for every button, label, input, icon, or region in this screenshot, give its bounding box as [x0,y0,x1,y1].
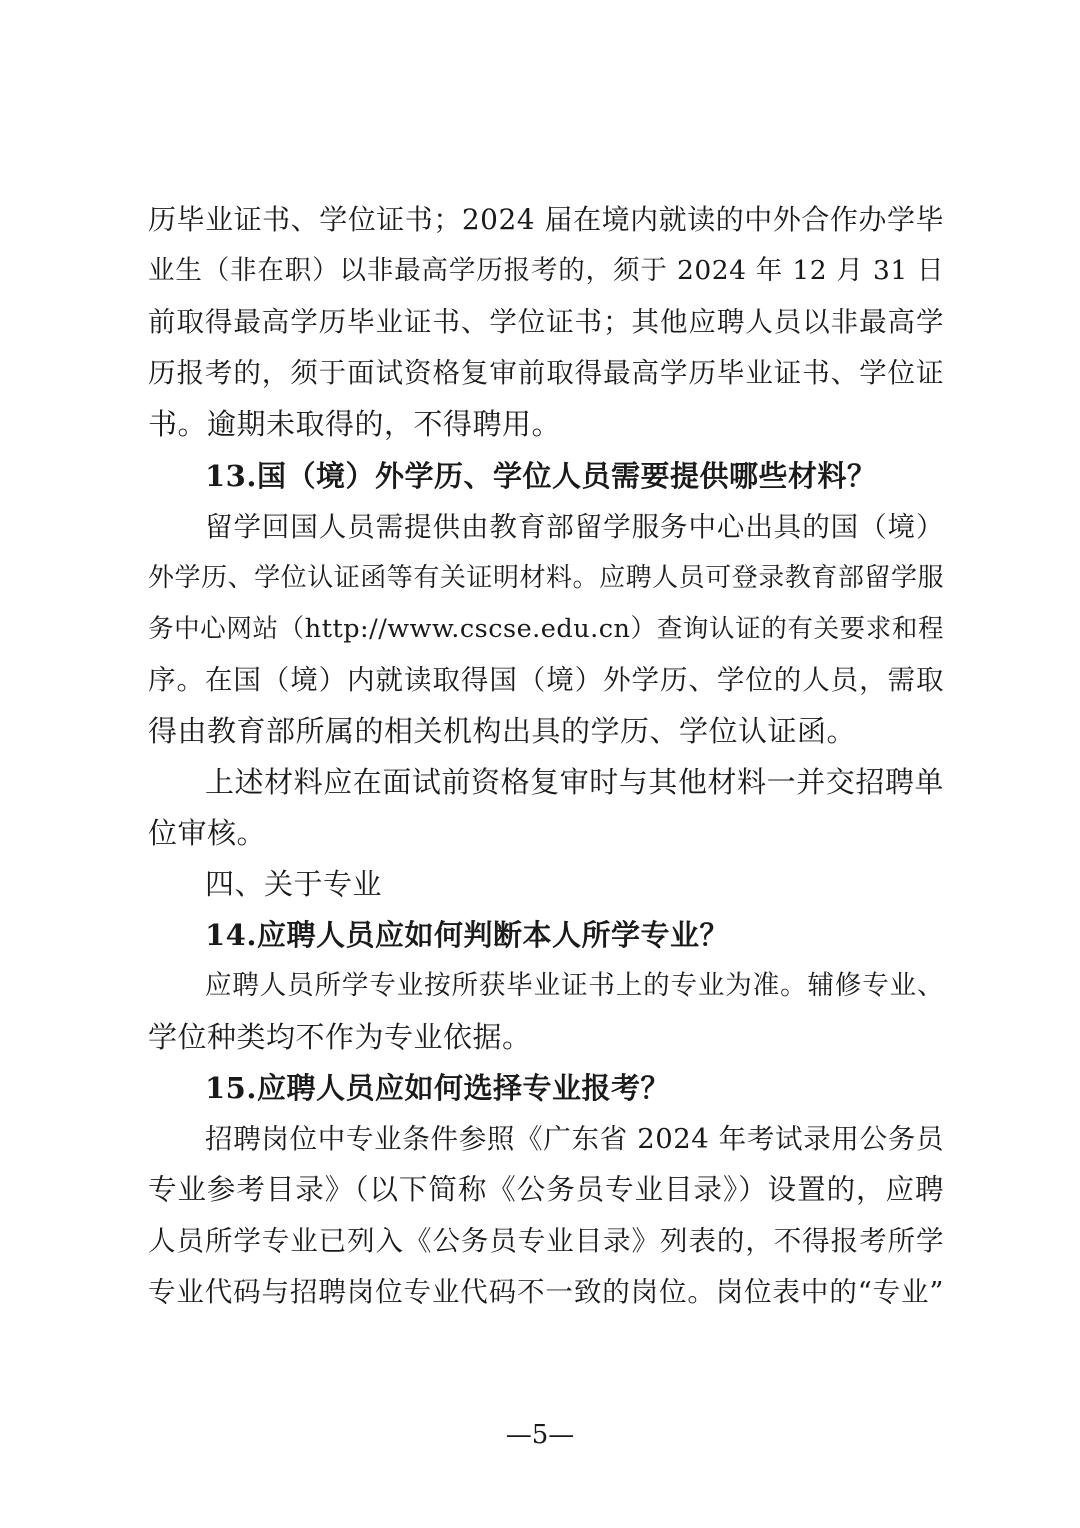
body-text-line: 得由教育部所属的相关机构出具的学历、学位认证函。 [148,714,857,748]
question-heading-13: 13.国（境）外学历、学位人员需要提供哪些材料？ [205,459,877,493]
body-text-line: 书。逾期未取得的，不得聘用。 [148,407,562,441]
body-text-line: 位审核。 [148,816,267,850]
page-number: —5— [505,1420,575,1450]
body-text-line: 上述材料应在面试前资格复审时与其他材料一并交招聘单 [205,765,944,799]
body-text-line: 专业代码与招聘岗位专业代码不一致的岗位。岗位表中的“专业” [148,1276,944,1308]
body-text-line: 序。在国（境）内就读取得国（境）外学历、学位的人员，需取 [148,664,944,696]
section-heading: 四、关于专业 [205,867,383,901]
body-text-line: 务中心网站（http://www.cscse.edu.cn）查询认证的有关要求和程 [148,614,944,644]
body-text-line: 人员所学专业已列入《公务员专业目录》列表的，不得报考所学 [148,1225,944,1257]
body-text-line: 历报考的，须于面试资格复审前取得最高学历毕业证书、学位证 [148,357,944,389]
body-text-line: 历毕业证书、学位证书；2024 届在境内就读的中外合作办学毕 [148,203,944,236]
body-text-line: 招聘岗位中专业条件参照《广东省 2024 年考试录用公务员 [205,1123,944,1155]
body-text-line: 前取得最高学历毕业证书、学位证书；其他应聘人员以非最高学 [148,306,944,338]
body-text-line: 学位种类均不作为专业依据。 [148,1020,532,1054]
body-text-line: 外学历、学位认证函等有关证明材料。应聘人员可登录教育部留学服 [148,563,944,593]
body-text-line: 专业参考目录》（以下简称《公务员专业目录》）设置的，应聘 [148,1173,944,1206]
question-heading-15: 15.应聘人员应如何选择专业报考？ [205,1071,670,1105]
body-text-line: 应聘人员所学专业按所获毕业证书上的专业为准。辅修专业、 [205,970,944,1001]
body-text-line: 业生（非在职）以非最高学历报考的，须于 2024 年 12 月 31 日 [148,255,944,286]
question-heading-14: 14.应聘人员应如何判断本人所学专业？ [205,918,729,952]
body-text-line: 留学回国人员需提供由教育部留学服务中心出具的国（境） [205,511,944,543]
